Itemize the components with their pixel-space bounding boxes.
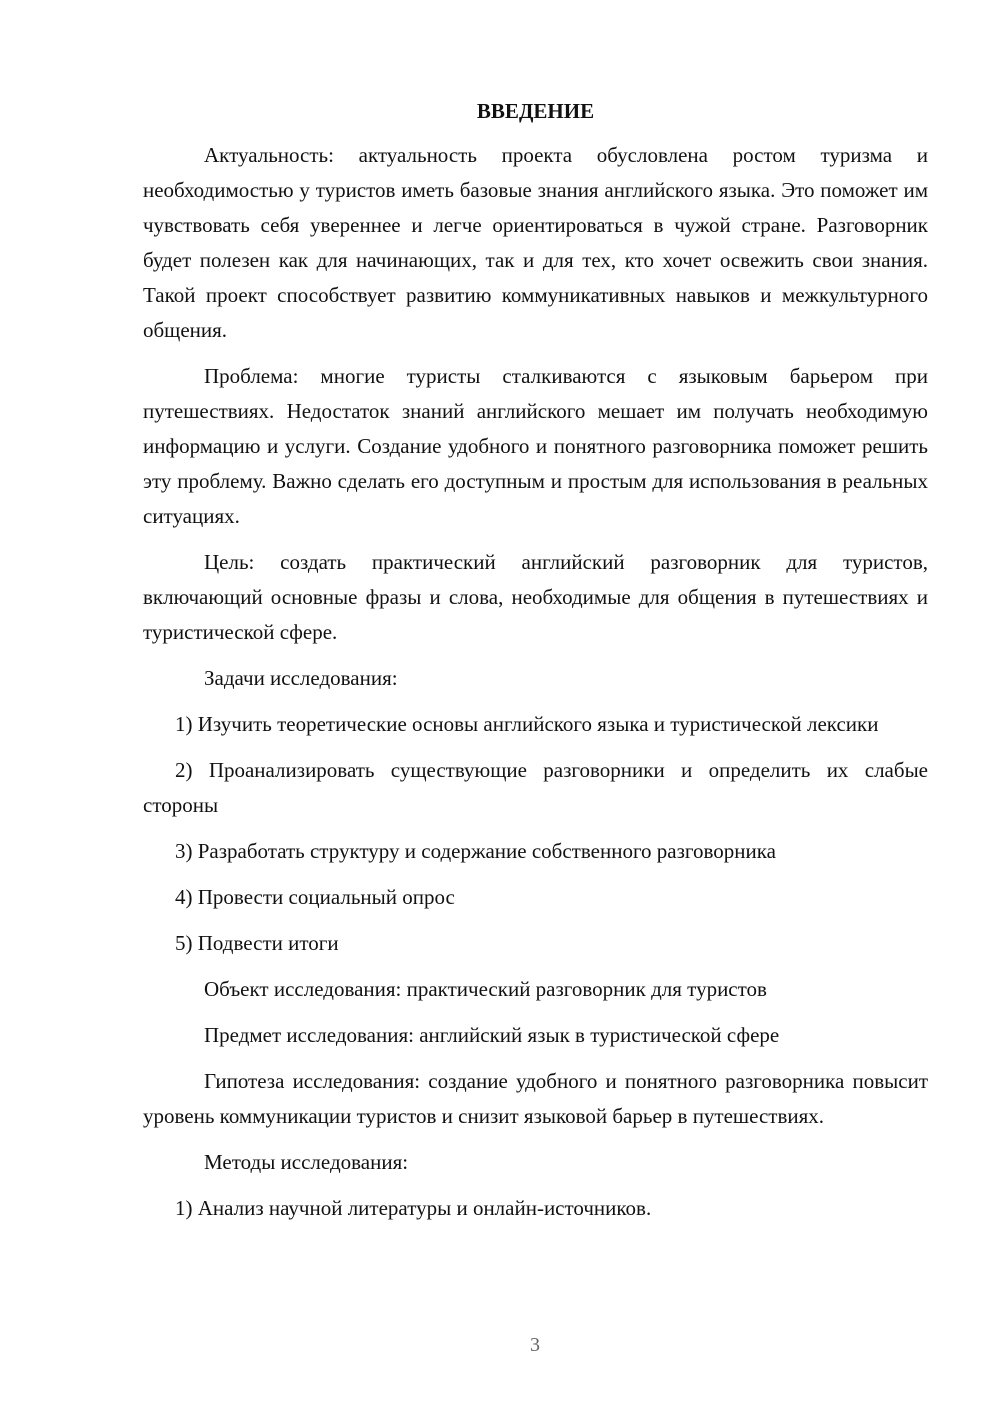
task-item-5: 5) Подвести итоги (175, 931, 339, 955)
task-item-1: 1) Изучить теоретические основы английского языка и туристической лексики (175, 712, 879, 736)
task-item-4: 4) Провести социальный опрос (175, 885, 455, 909)
methods-heading: Методы исследования: (204, 1150, 409, 1174)
page-number: 3 (530, 1334, 540, 1356)
goal-paragraph: Цель: создать практический английский разговорник для туристов, включающий основные фразы и слова, необходимые для общения в путешествиях и туристической сфере. (143, 550, 928, 644)
hypothesis-paragraph: Гипотеза исследования: создание удобного и понятного разговорника повысит уровень коммуникации туристов и снизит языковой барьер в путешествиях. (143, 1069, 928, 1128)
document-body (143, 94, 928, 1237)
task-item-2: 2) Проанализировать существующие разговорники и определить их слабые стороны (143, 758, 928, 817)
section-heading: ВВЕДЕНИЕ (476, 99, 595, 123)
method-item-1: 1) Анализ научной литературы и онлайн-источников. (175, 1196, 652, 1220)
tasks-heading: Задачи исследования: (204, 666, 398, 690)
relevance-paragraph: Актуальность: актуальность проекта обусловлена ростом туризма и необходимостью у туристов иметь базовые знания английского языка. Это поможет им чувствовать себя увереннее и легче ориентироваться в чужой стране. Разговорник будет полезен как для начинающих, так и для тех, кто хочет освежить свои знания. Такой проект способствует развитию коммуникативных навыков и межкультурного общения. (143, 143, 928, 342)
problem-paragraph: Проблема: многие туристы сталкиваются с языковым барьером при путешествиях. Недостаток знаний английского мешает им получать необходимую информацию и услуги. Создание удобного и понятного разговорника поможет решить эту проблему. Важно сделать его доступным и простым для использования в реальных ситуациях. (143, 364, 928, 528)
object-line: Объект исследования: практический разговорник для туристов (204, 977, 767, 1001)
task-item-3: 3) Разработать структуру и содержание собственного разговорника (175, 839, 776, 863)
subject-line: Предмет исследования: английский язык в туристической сфере (204, 1023, 780, 1047)
